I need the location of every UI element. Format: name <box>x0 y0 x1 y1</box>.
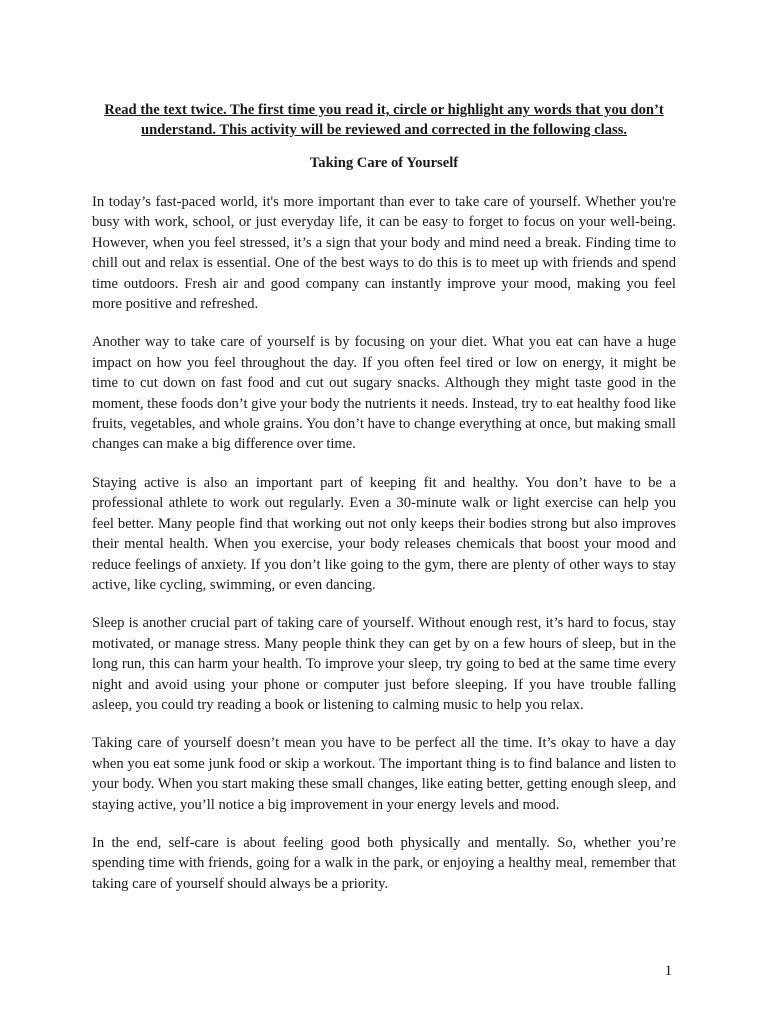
paragraph: Another way to take care of yourself is by focusing on your diet. What you eat can have a huge impact on how you feel throughout the day. If you often feel tired or low on energy, it might be time to cut down on fast food and cut out sugary snacks. Although they might taste good in the moment, these foods don’t give your body the nutrients it needs. Instead, try to eat healthy food like fruits, vegetables, and whole grains. You don’t have to change everything at once, but making small changes can make a big difference over time. <box>92 334 676 453</box>
instructions-heading: Read the text twice. The first time you read it, circle or highlight any words that you don’t understand. This activity will be reviewed and corrected in the following class. <box>104 102 664 138</box>
paragraph: Taking care of yourself doesn’t mean you have to be perfect all the time. It’s okay to have a day when you eat some junk food or skip a workout. The important thing is to find balance and listen to your body. When you start making these small changes, like eating better, getting enough sleep, and staying active, you’ll notice a big improvement in your energy levels and mood. <box>92 735 676 813</box>
document-body <box>92 192 676 912</box>
paragraph: In today’s fast-paced world, it's more important than ever to take care of yourself. Whether you're busy with work, school, or just everyday life, it can be easy to forget to focus on your well-being. However, when you feel stressed, it’s a sign that your body and mind need a break. Finding time to chill out and relax is essential. One of the best ways to do this is to meet up with friends and spend time outdoors. Fresh air and good company can instantly improve your mood, making you feel more positive and refreshed. <box>92 194 676 313</box>
paragraph: In the end, self-care is about feeling good both physically and mentally. So, whether you’re spending time with friends, going for a walk in the park, or enjoying a healthy meal, remember that taking care of yourself should always be a priority. <box>92 834 676 892</box>
paragraph: Staying active is also an important part of keeping fit and healthy. You don’t have to be a professional athlete to work out regularly. Even a 30-minute walk or light exercise can help you feel better. Many people find that working out not only keeps their bodies strong but also improves their mental health. When you exercise, your body releases chemicals that boost your mood and reduce feelings of anxiety. If you don’t like going to the gym, there are plenty of other ways to stay active, like cycling, swimming, or even dancing. <box>92 474 676 593</box>
paragraph: Sleep is another crucial part of taking care of yourself. Without enough rest, it’s hard to focus, stay motivated, or manage stress. Many people think they can get by on a few hours of sleep, but in the long run, this can harm your health. To improve your sleep, try going to bed at the same time every night and avoid using your phone or computer just before sleeping. If you have trouble falling asleep, you could try reading a book or listening to calming music to help you relax. <box>92 615 676 713</box>
document-title: Taking Care of Yourself <box>309 155 459 171</box>
page-number: 1 <box>664 963 672 979</box>
